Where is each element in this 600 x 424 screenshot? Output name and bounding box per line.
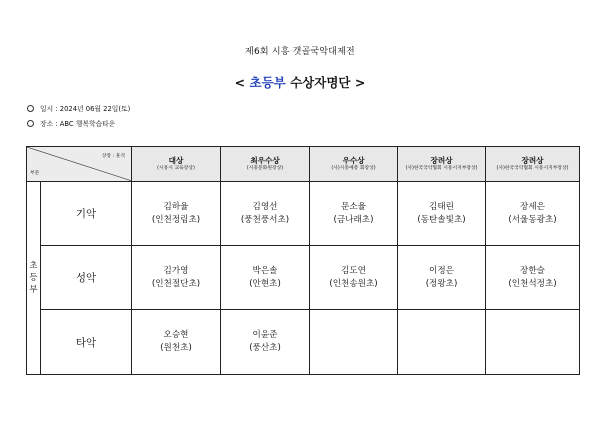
winner-cell [132, 246, 221, 310]
winner-name: 오승현 [163, 330, 189, 340]
winner-cell [310, 182, 398, 246]
circle-bullet-icon [27, 105, 34, 112]
winner-school: (동탄솔빛초) [417, 214, 466, 225]
winner-school: (인천송원초) [329, 278, 378, 289]
winner-cell [398, 182, 486, 246]
winner-school: (인천석정초) [508, 278, 557, 289]
info-place-text: 장소 : ABC 행복학습타운 [40, 120, 116, 128]
award-header-3 [310, 147, 398, 182]
heading-division: 초등부 [249, 75, 286, 90]
winner-cell [310, 246, 398, 310]
winner-name: 문소율 [341, 201, 366, 212]
winner-name: 박은솔 [252, 265, 278, 276]
award-name: 최우수상 [250, 156, 280, 165]
award-name: 대상 [168, 156, 184, 165]
winner-name: 장세은 [520, 201, 545, 212]
heading-left-bracket: < [234, 75, 246, 90]
table-row [27, 246, 580, 310]
winner-cell [221, 246, 310, 310]
circle-bullet-icon [27, 120, 34, 127]
award-header-2 [221, 147, 310, 182]
award-org: (사)한국국악협회 시흥시지부장상) [496, 166, 569, 171]
corner-label-award: 상장 : 훈격 [101, 154, 125, 159]
award-header-5 [486, 147, 580, 182]
winner-cell [221, 182, 310, 246]
info-date-text: 일시 : 2024년 06월 22일(토) [40, 105, 131, 113]
winner-school: (인천절단초) [151, 278, 201, 289]
table-row [27, 310, 580, 375]
info-place [27, 118, 115, 128]
award-name: 장려상 [430, 156, 453, 165]
winner-cell [221, 310, 310, 375]
winner-school: (서울동광초) [508, 214, 557, 225]
award-header-1 [132, 147, 221, 182]
heading-right-bracket: > [354, 75, 366, 90]
winner-name: 이정은 [429, 265, 454, 276]
winner-school: (금나래초) [333, 214, 374, 225]
winner-name: 김하율 [163, 201, 189, 212]
winner-school: (안현초) [249, 278, 281, 289]
winner-name: 김가영 [163, 265, 189, 276]
winner-cell [398, 246, 486, 310]
category-cell: 성악 [41, 246, 132, 310]
table-row [27, 182, 580, 246]
division-label: 초 등 부 [29, 261, 38, 295]
winner-cell [486, 246, 580, 310]
info-date [27, 103, 130, 113]
event-title: 제6회 시흥 갯골국악대제전 [245, 47, 355, 57]
winner-cell [132, 310, 221, 375]
award-org: (시흥시 교육장상) [157, 166, 195, 171]
table-header-row [27, 147, 580, 182]
category-cell: 기악 [41, 182, 132, 246]
winner-cell [310, 310, 398, 375]
award-name: 장려상 [521, 156, 544, 165]
award-org: (사)한국국악협회 시흥시지부장상) [405, 166, 478, 171]
award-header-4 [398, 147, 486, 182]
winner-name: 김영선 [252, 201, 278, 212]
corner-header-cell [27, 147, 132, 182]
winner-name: 김도연 [341, 265, 366, 276]
corner-label-category: 부문 [30, 171, 40, 176]
winner-cell [486, 310, 580, 375]
winner-school: (풍산초) [249, 343, 281, 353]
awards-table [26, 146, 580, 375]
winner-cell [398, 310, 486, 375]
heading-text: 수상자명단 [290, 75, 351, 90]
division-cell [27, 182, 41, 375]
award-org: (사)시흥예총 회장상) [331, 166, 376, 171]
winner-name: 김태린 [429, 201, 454, 212]
winner-name: 장한슬 [520, 265, 545, 276]
winner-cell [132, 182, 221, 246]
award-name: 우수상 [342, 156, 365, 165]
page-heading [0, 73, 600, 91]
winner-school: (원천초) [160, 343, 192, 353]
winner-cell [486, 182, 580, 246]
award-org: (시흥문화원장상) [246, 166, 284, 171]
category-cell: 타악 [41, 310, 132, 375]
winner-school: (풍천풍서초) [240, 214, 290, 225]
winner-school: (인천정림초) [151, 214, 201, 225]
winner-school: (정왕초) [425, 278, 458, 289]
winner-name: 이윤준 [252, 330, 278, 340]
